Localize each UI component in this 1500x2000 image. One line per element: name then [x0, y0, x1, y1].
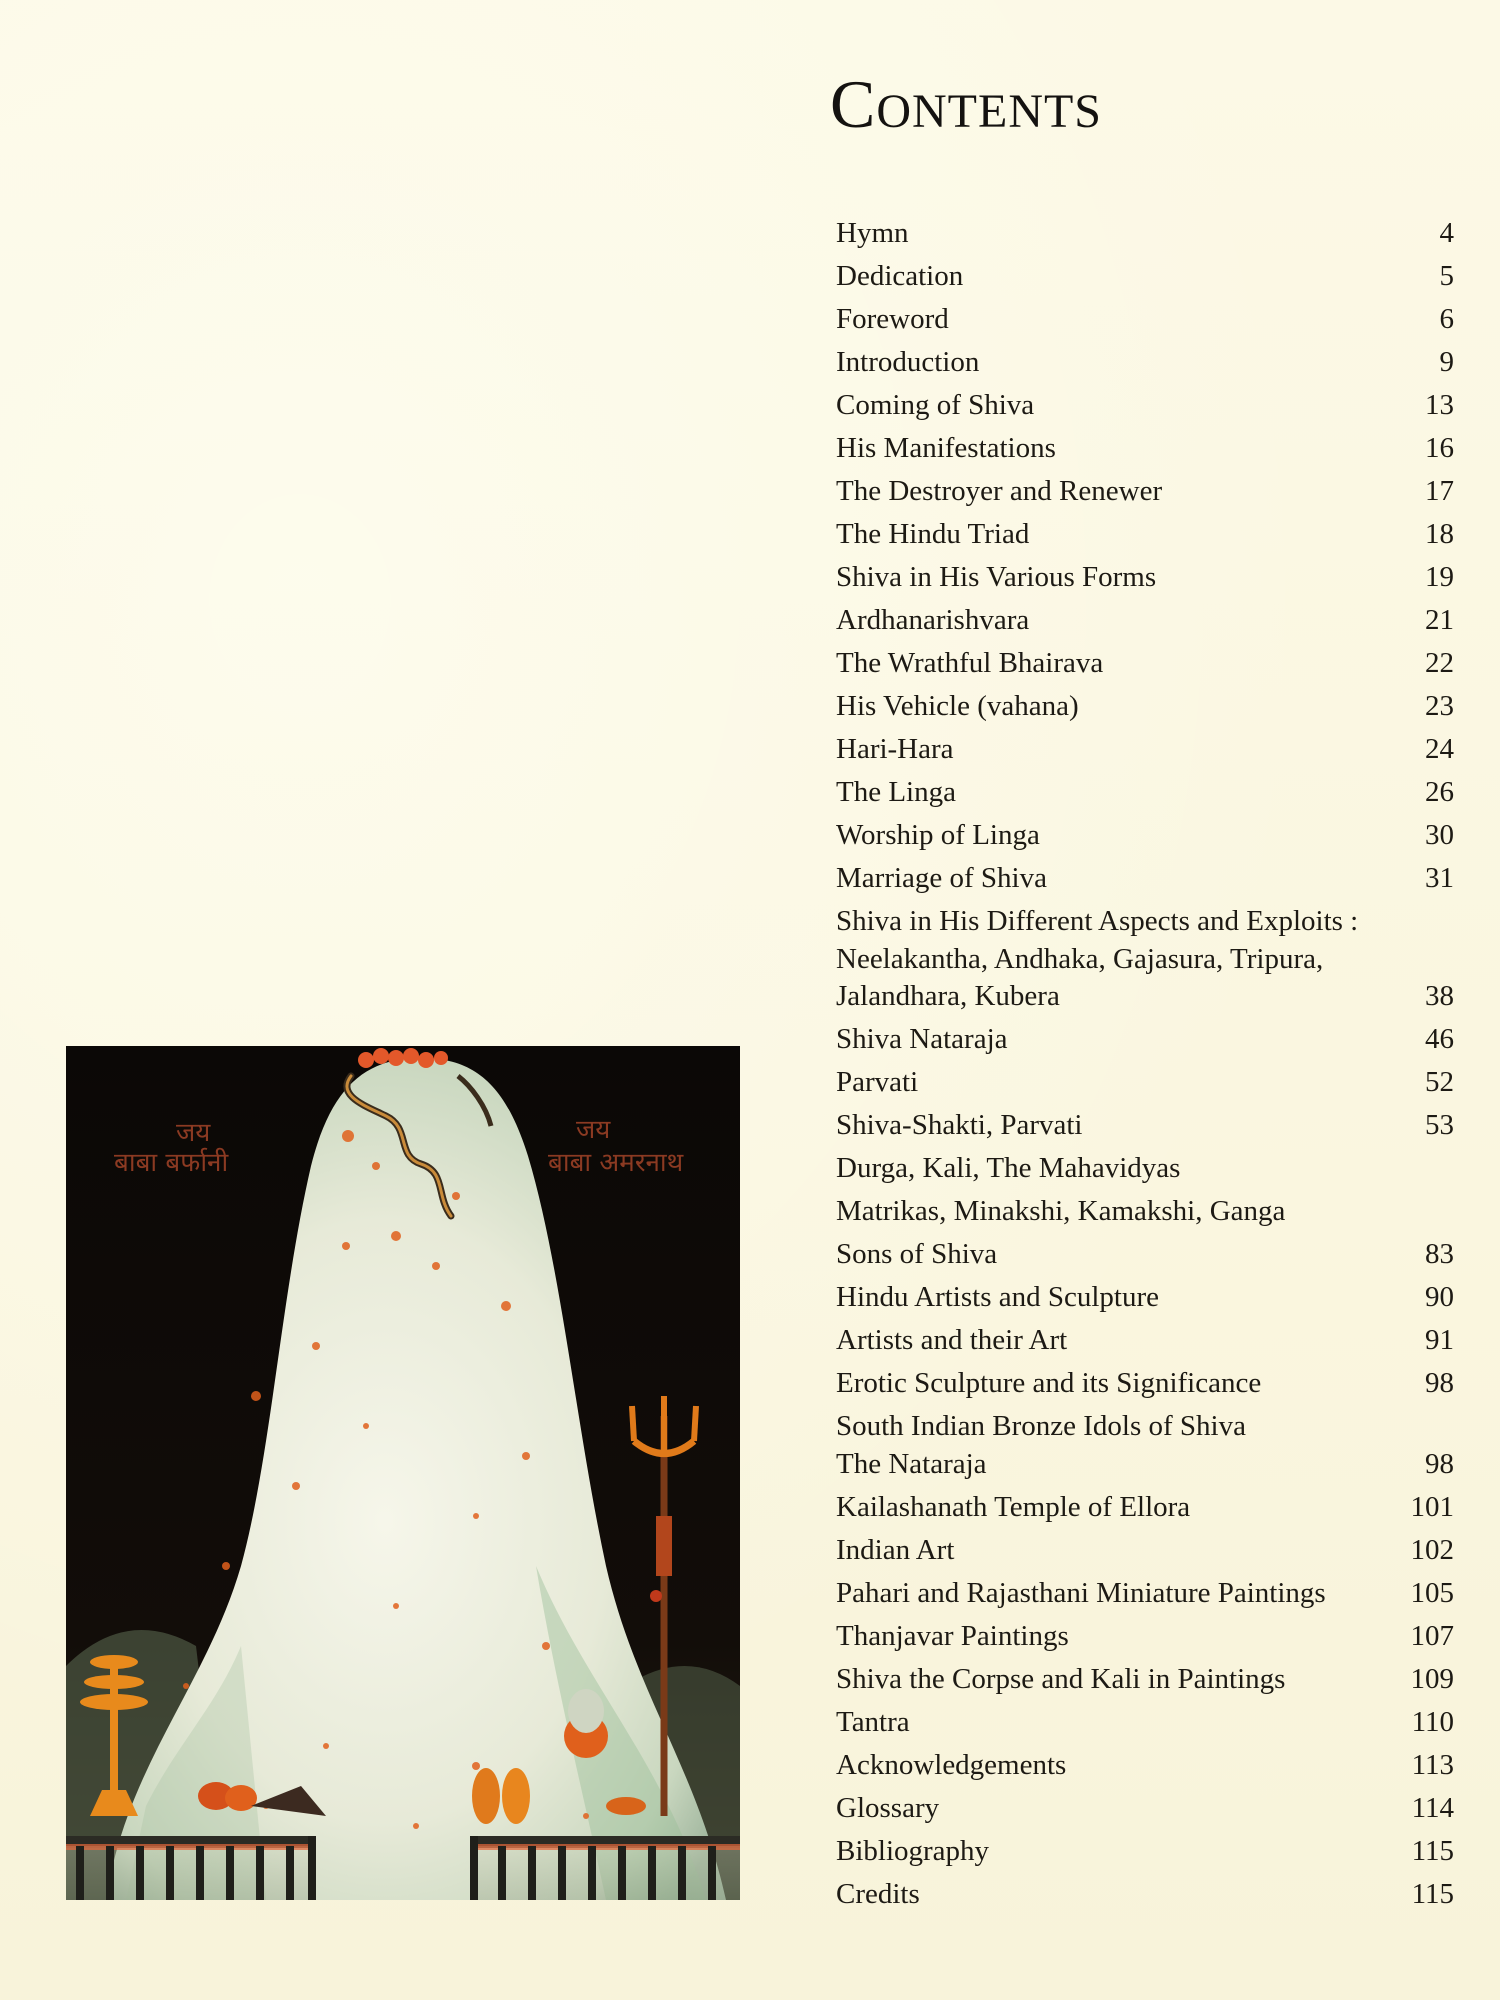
toc-entry[interactable] — [836, 1704, 1454, 1742]
toc-entry[interactable] — [836, 1150, 1454, 1188]
toc-entry-title: Kailashanath Temple of Ellora — [836, 1490, 1191, 1523]
toc-entry-page-number: 26 — [1425, 776, 1454, 808]
toc-entry-page-number: 16 — [1425, 432, 1454, 464]
inscription-right-line2: बाबा अमरनाथ — [548, 1148, 684, 1178]
toc-entry[interactable] — [836, 559, 1454, 597]
toc-entry[interactable] — [836, 645, 1454, 683]
toc-entry[interactable] — [836, 1876, 1454, 1914]
railing-left — [66, 1836, 316, 1900]
toc-entry[interactable] — [836, 1790, 1454, 1828]
toc-entry-page-number: 23 — [1425, 690, 1454, 722]
toc-entry-page-number: 18 — [1425, 518, 1454, 550]
toc-entry-title: Artists and their Art — [836, 1324, 1068, 1356]
toc-entry-title: Coming of Shiva — [836, 389, 1035, 421]
toc-entry-page-number: 53 — [1425, 1109, 1454, 1141]
toc-entry-title: Introduction — [836, 346, 980, 378]
toc-entry-page-number: 101 — [1410, 1490, 1454, 1523]
toc-entry[interactable] — [836, 688, 1454, 726]
toc-entry-title: Glossary — [836, 1791, 940, 1824]
toc-entry-title: Matrikas, Minakshi, Kamakshi, Ganga — [836, 1195, 1286, 1227]
toc-entry-title: Shiva in His Various Forms — [836, 561, 1157, 593]
toc-entry-title: Shiva-Shakti, Parvati — [836, 1109, 1083, 1141]
toc-entry-page-number: 115 — [1411, 1877, 1454, 1910]
toc-entry-page-number: 19 — [1425, 561, 1454, 593]
toc-entry[interactable] — [836, 1193, 1454, 1231]
toc-entry[interactable] — [836, 1618, 1454, 1656]
railing-right — [470, 1836, 740, 1900]
toc-entry-page-number: 107 — [1410, 1619, 1454, 1652]
toc-entry[interactable] — [836, 1408, 1454, 1483]
toc-entry-title: The Linga — [836, 776, 956, 808]
toc-entry-title: His Vehicle (vahana) — [836, 690, 1079, 722]
toc-entry[interactable] — [836, 1575, 1454, 1613]
toc-entry-page-number: 105 — [1410, 1576, 1454, 1609]
toc-entry[interactable] — [836, 774, 1454, 812]
toc-entry-page-number: 109 — [1410, 1662, 1454, 1695]
toc-entry-page-number: 6 — [1439, 303, 1454, 335]
toc-entry-title: Shiva the Corpse and Kali in Paintings — [836, 1662, 1286, 1695]
inscription-left-line1: जय — [176, 1118, 211, 1148]
toc-entry[interactable] — [836, 344, 1454, 382]
toc-entry-page-number: 98 — [1425, 1367, 1454, 1399]
toc-entry[interactable] — [836, 387, 1454, 425]
toc-entry[interactable] — [836, 1107, 1454, 1145]
toc-entry[interactable] — [836, 1661, 1454, 1699]
toc-entry[interactable] — [836, 860, 1454, 898]
toc-entry[interactable] — [836, 1532, 1454, 1570]
toc-entry[interactable] — [836, 301, 1454, 339]
toc-entry-title: Ardhanarishvara — [836, 604, 1030, 636]
toc-entry-title: Worship of Linga — [836, 819, 1040, 851]
toc-entry-page-number: 46 — [1425, 1023, 1454, 1055]
toc-entry[interactable] — [836, 1021, 1454, 1059]
toc-entry-page-number: 83 — [1425, 1238, 1454, 1270]
toc-entry[interactable] — [836, 602, 1454, 640]
toc-entry[interactable] — [836, 1489, 1454, 1527]
toc-entry-page-number: 13 — [1425, 389, 1454, 421]
toc-entry[interactable] — [836, 1365, 1454, 1403]
toc-entry[interactable] — [836, 516, 1454, 554]
toc-entry-page-number: 5 — [1439, 260, 1454, 292]
toc-entry-page-number: 24 — [1425, 733, 1454, 765]
toc-entry[interactable] — [836, 473, 1454, 511]
toc-entry-title: His Manifestations — [836, 432, 1056, 464]
toc-entry-title: The Wrathful Bhairava — [836, 647, 1104, 679]
toc-entry-title: Sons of Shiva — [836, 1238, 998, 1270]
toc-entry-title: Credits — [836, 1877, 920, 1910]
toc-entry-page-number: 38 — [1425, 980, 1454, 1012]
toc-entry-title: The Destroyer and Renewer — [836, 475, 1163, 507]
toc-entry[interactable] — [836, 731, 1454, 769]
toc-entry-page-number: 110 — [1411, 1705, 1454, 1738]
toc-entry-title: Erotic Sculpture and its Significance — [836, 1367, 1262, 1399]
toc-entry-page-number: 115 — [1411, 1834, 1454, 1867]
toc-entry-page-number: 102 — [1410, 1533, 1454, 1566]
toc-entry-title: Dedication — [836, 260, 964, 292]
ice-linga-photo — [66, 1046, 740, 1900]
toc-entry-title: Parvati — [836, 1066, 919, 1098]
toc-entry-title: Marriage of Shiva — [836, 862, 1047, 894]
toc-entry-page-number: 114 — [1411, 1791, 1454, 1824]
toc-entry[interactable] — [836, 1322, 1454, 1360]
toc-entry[interactable] — [836, 1064, 1454, 1102]
toc-entry-title: Hari-Hara — [836, 733, 954, 765]
toc-entry-title: Hindu Artists and Sculpture — [836, 1281, 1160, 1313]
ice-linga-image — [66, 1046, 740, 1900]
toc-entry-page-number: 113 — [1411, 1748, 1454, 1781]
toc-entry-title: Acknowledgements — [836, 1748, 1067, 1781]
toc-entry-page-number: 21 — [1425, 604, 1454, 636]
toc-entry[interactable] — [836, 215, 1454, 253]
toc-entry-title: Hymn — [836, 217, 909, 249]
toc-entry-title: Shiva Nataraja — [836, 1023, 1008, 1055]
toc-entry[interactable] — [836, 1279, 1454, 1317]
toc-entry-page-number: 31 — [1425, 862, 1454, 894]
toc-entry-title: Bibliography — [836, 1834, 990, 1867]
toc-entry-page-number: 17 — [1425, 475, 1454, 507]
toc-entry-title: Shiva in His Different Aspects and Exploits : Neelakantha, Andhaka, Gajasura, Tripura, Jalandhara, Kubera — [836, 905, 1359, 1012]
toc-entry-title: Thanjavar Paintings — [836, 1619, 1069, 1652]
toc-entry-title: Pahari and Rajasthani Miniature Paintings — [836, 1576, 1326, 1609]
toc-entry[interactable] — [836, 1747, 1454, 1785]
toc-entry-page-number: 90 — [1425, 1281, 1454, 1313]
toc-entry-page-number: 9 — [1439, 346, 1454, 378]
toc-entry-page-number: 52 — [1425, 1066, 1454, 1098]
toc-entry[interactable] — [836, 903, 1454, 1016]
toc-entry[interactable] — [836, 817, 1454, 855]
toc-entry-title: Durga, Kali, The Mahavidyas — [836, 1152, 1181, 1184]
toc-entry-page-number: 30 — [1425, 819, 1454, 851]
toc-entry-title: South Indian Bronze Idols of Shiva The Nataraja — [836, 1410, 1246, 1480]
inscription-left-line2: बाबा बर्फानी — [114, 1148, 229, 1178]
toc-entry-page-number: 91 — [1425, 1324, 1454, 1356]
inscription-right-line1: जय — [576, 1115, 611, 1145]
toc-entry-page-number: 98 — [1425, 1447, 1454, 1480]
toc-entry-title: Foreword — [836, 303, 949, 335]
toc-entry-title: The Hindu Triad — [836, 518, 1030, 550]
toc-entry-title: Tantra — [836, 1705, 910, 1738]
toc-entry-page-number: 4 — [1439, 217, 1454, 249]
table-of-contents — [836, 215, 1454, 1919]
toc-entry[interactable] — [836, 1833, 1454, 1871]
toc-entry[interactable] — [836, 430, 1454, 468]
toc-entry-page-number: 22 — [1425, 647, 1454, 679]
toc-entry-title: Indian Art — [836, 1533, 955, 1566]
toc-entry[interactable] — [836, 1236, 1454, 1274]
toc-entry[interactable] — [836, 258, 1454, 296]
page-title: Contents — [830, 66, 1103, 142]
